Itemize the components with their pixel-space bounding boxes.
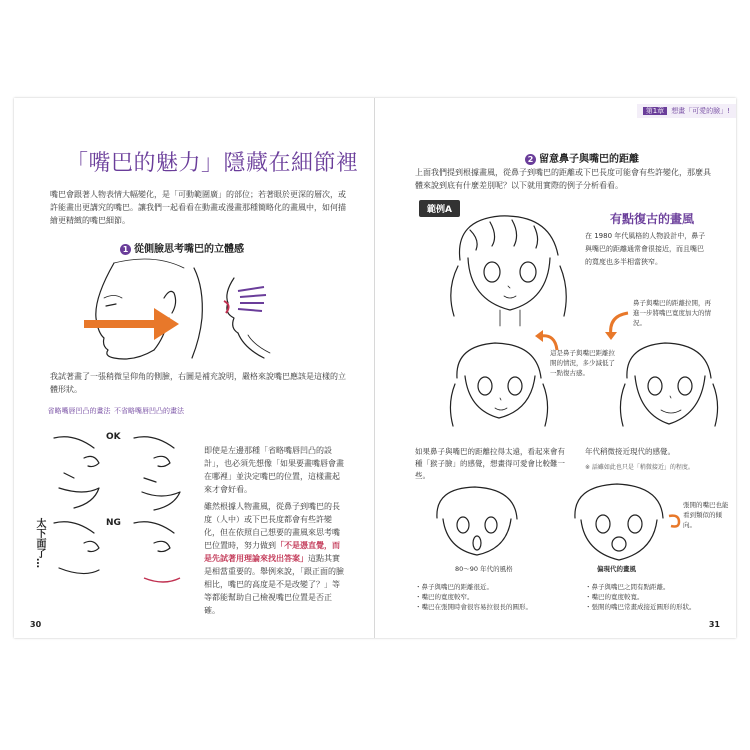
retro-girl-illustration	[440, 210, 580, 330]
bullet-item: ・嘴巴在張開時會很容易拉很長的圓形。	[415, 603, 532, 611]
section-number-badge: 2	[525, 154, 536, 165]
page-number-right: 31	[708, 620, 720, 629]
note-distance-apart: 這是鼻子與嘴巴距離拉開的情況，多少減低了一點復古感。	[550, 349, 615, 377]
note-modern-open-mouth: 張開的嘴巴也能看到類似的傾向。	[683, 501, 729, 529]
mouth-detail-illustration	[204, 273, 284, 363]
orange-highlight-icon	[665, 510, 685, 530]
open-mouth-8090-illustration	[427, 483, 527, 563]
intro-paragraph: 嘴巴會跟著人物表情大幅變化，是「可動範圍廣」的部位；若著眼於更深的層次，或許能畫出更講究的嘴巴。讓我們一起看看在動畫或漫畫那種簡略化的畫風中，如何描繪更精緻的嘴巴細節。	[50, 190, 346, 225]
retro-style-description: 在 1980 年代風格的人物設計中，鼻子與嘴巴的距離通常會很接近，而且嘴巴的寬度也多半相當狹窄。	[585, 232, 706, 266]
bullet-item: ・嘴巴的寬度較寬。	[585, 593, 644, 601]
body-bottom-left: 如果鼻子與嘴巴的距離拉得太遠，看起來會有種「猴子臉」的感覺，想畫得可愛會比較難一些。	[415, 447, 565, 480]
chapter-title: 想畫「可愛的臉」!	[671, 107, 730, 115]
bullets-right	[585, 582, 730, 612]
orange-arrow-icon	[84, 298, 184, 348]
section-1-body: 我試著畫了一張稍微呈仰角的側臉，右圖是補充說明，嚴格來說嘴巴應該是這樣的立體形狀。	[50, 372, 346, 394]
label-omit-lips: 省略嘴唇凹凸的畫法	[47, 407, 111, 415]
chapter-number: 第1章	[643, 107, 667, 115]
body-paragraph-2	[204, 500, 344, 617]
label-no-omit-lips: 不省略嘴唇凹凸的畫法	[114, 407, 184, 415]
section-1-heading-text: 從側臉思考嘴巴的立體感	[134, 244, 244, 255]
left-page	[14, 98, 375, 638]
page-title: 「嘴巴的魅力」隱藏在細節裡	[66, 151, 359, 176]
section-2-heading	[525, 150, 639, 165]
body-paragraph-2-highlight: 「不是憑直覺，而是先試著用理論來找出答案」	[204, 541, 340, 563]
section-1-heading	[120, 240, 244, 255]
open-mouth-modern-illustration	[565, 480, 675, 566]
bullet-item: ・鼻子與嘴巴的距離很近。	[415, 583, 493, 591]
curved-arrow-icon	[603, 308, 633, 342]
section-2-heading-text: 留意鼻子與嘴巴的距離	[539, 154, 639, 165]
girl-right-illustration	[615, 338, 725, 433]
body-paragraph-2-end: 這點其實是相當重要的。舉例來說，「跟正面的臉相比，嘴巴的高度是不是改變了？」等等都能幫助自己檢視嘴巴位置是否正確。	[204, 554, 344, 615]
ng-label: NG	[106, 518, 121, 528]
footnote: ※ 話雖如此也只是「稍微接近」的程度。	[585, 464, 694, 471]
bullets-left	[415, 582, 565, 612]
bullet-item: ・嘴巴的寬度較窄。	[415, 593, 474, 601]
bullet-item: ・張開的嘴巴常畫成接近圓形的形狀。	[585, 603, 696, 611]
right-page	[375, 98, 736, 638]
ok-label: OK	[106, 432, 121, 442]
section-number-badge: 1	[120, 244, 131, 255]
ok-ng-comparison-illustration	[44, 428, 194, 588]
example-badge: 範例A	[419, 200, 460, 217]
caption-80-90-style: 80～90 年代的風格	[455, 565, 513, 573]
retro-style-subhead: 有點復古的畫風	[610, 212, 695, 226]
book-spread	[14, 98, 736, 638]
chapter-tag	[637, 104, 736, 118]
page-number-left: 30	[30, 620, 42, 629]
bullet-item: ・鼻子與嘴巴之間有點距離。	[585, 583, 670, 591]
caption-modern-style: 偏現代的畫風	[597, 565, 636, 573]
body-paragraph-1: 即使是左邊那種「省略嘴唇凹凸的設計」，也必須先想像「如果要畫嘴唇會畫在哪裡」並決定嘴巴的位置，這樣畫起來才會好看。	[204, 446, 344, 494]
note-distance-wider: 鼻子與嘴巴的距離拉開，再進一步將嘴巴寬度加大的情況。	[633, 299, 711, 327]
body-paragraph-2-start: 雖然根據人物畫風，從鼻子到嘴巴的長度（人中）或下巴長度都會有些許變化，但在依照自己想要的畫風來思考嘴巴位置時，努力做到	[204, 502, 340, 550]
section-2-intro: 上面我們提到根據畫風，從鼻子到嘴巴的距離或下巴長度可能會有些許變化，那麼具體來說到底有什麼差別呢？以下就用實際的例子分析看看。	[415, 168, 711, 190]
body-bottom-right: 年代稍微接近現代的感覺。	[585, 447, 675, 456]
vertical-annotation: 太下面了…	[34, 518, 45, 568]
